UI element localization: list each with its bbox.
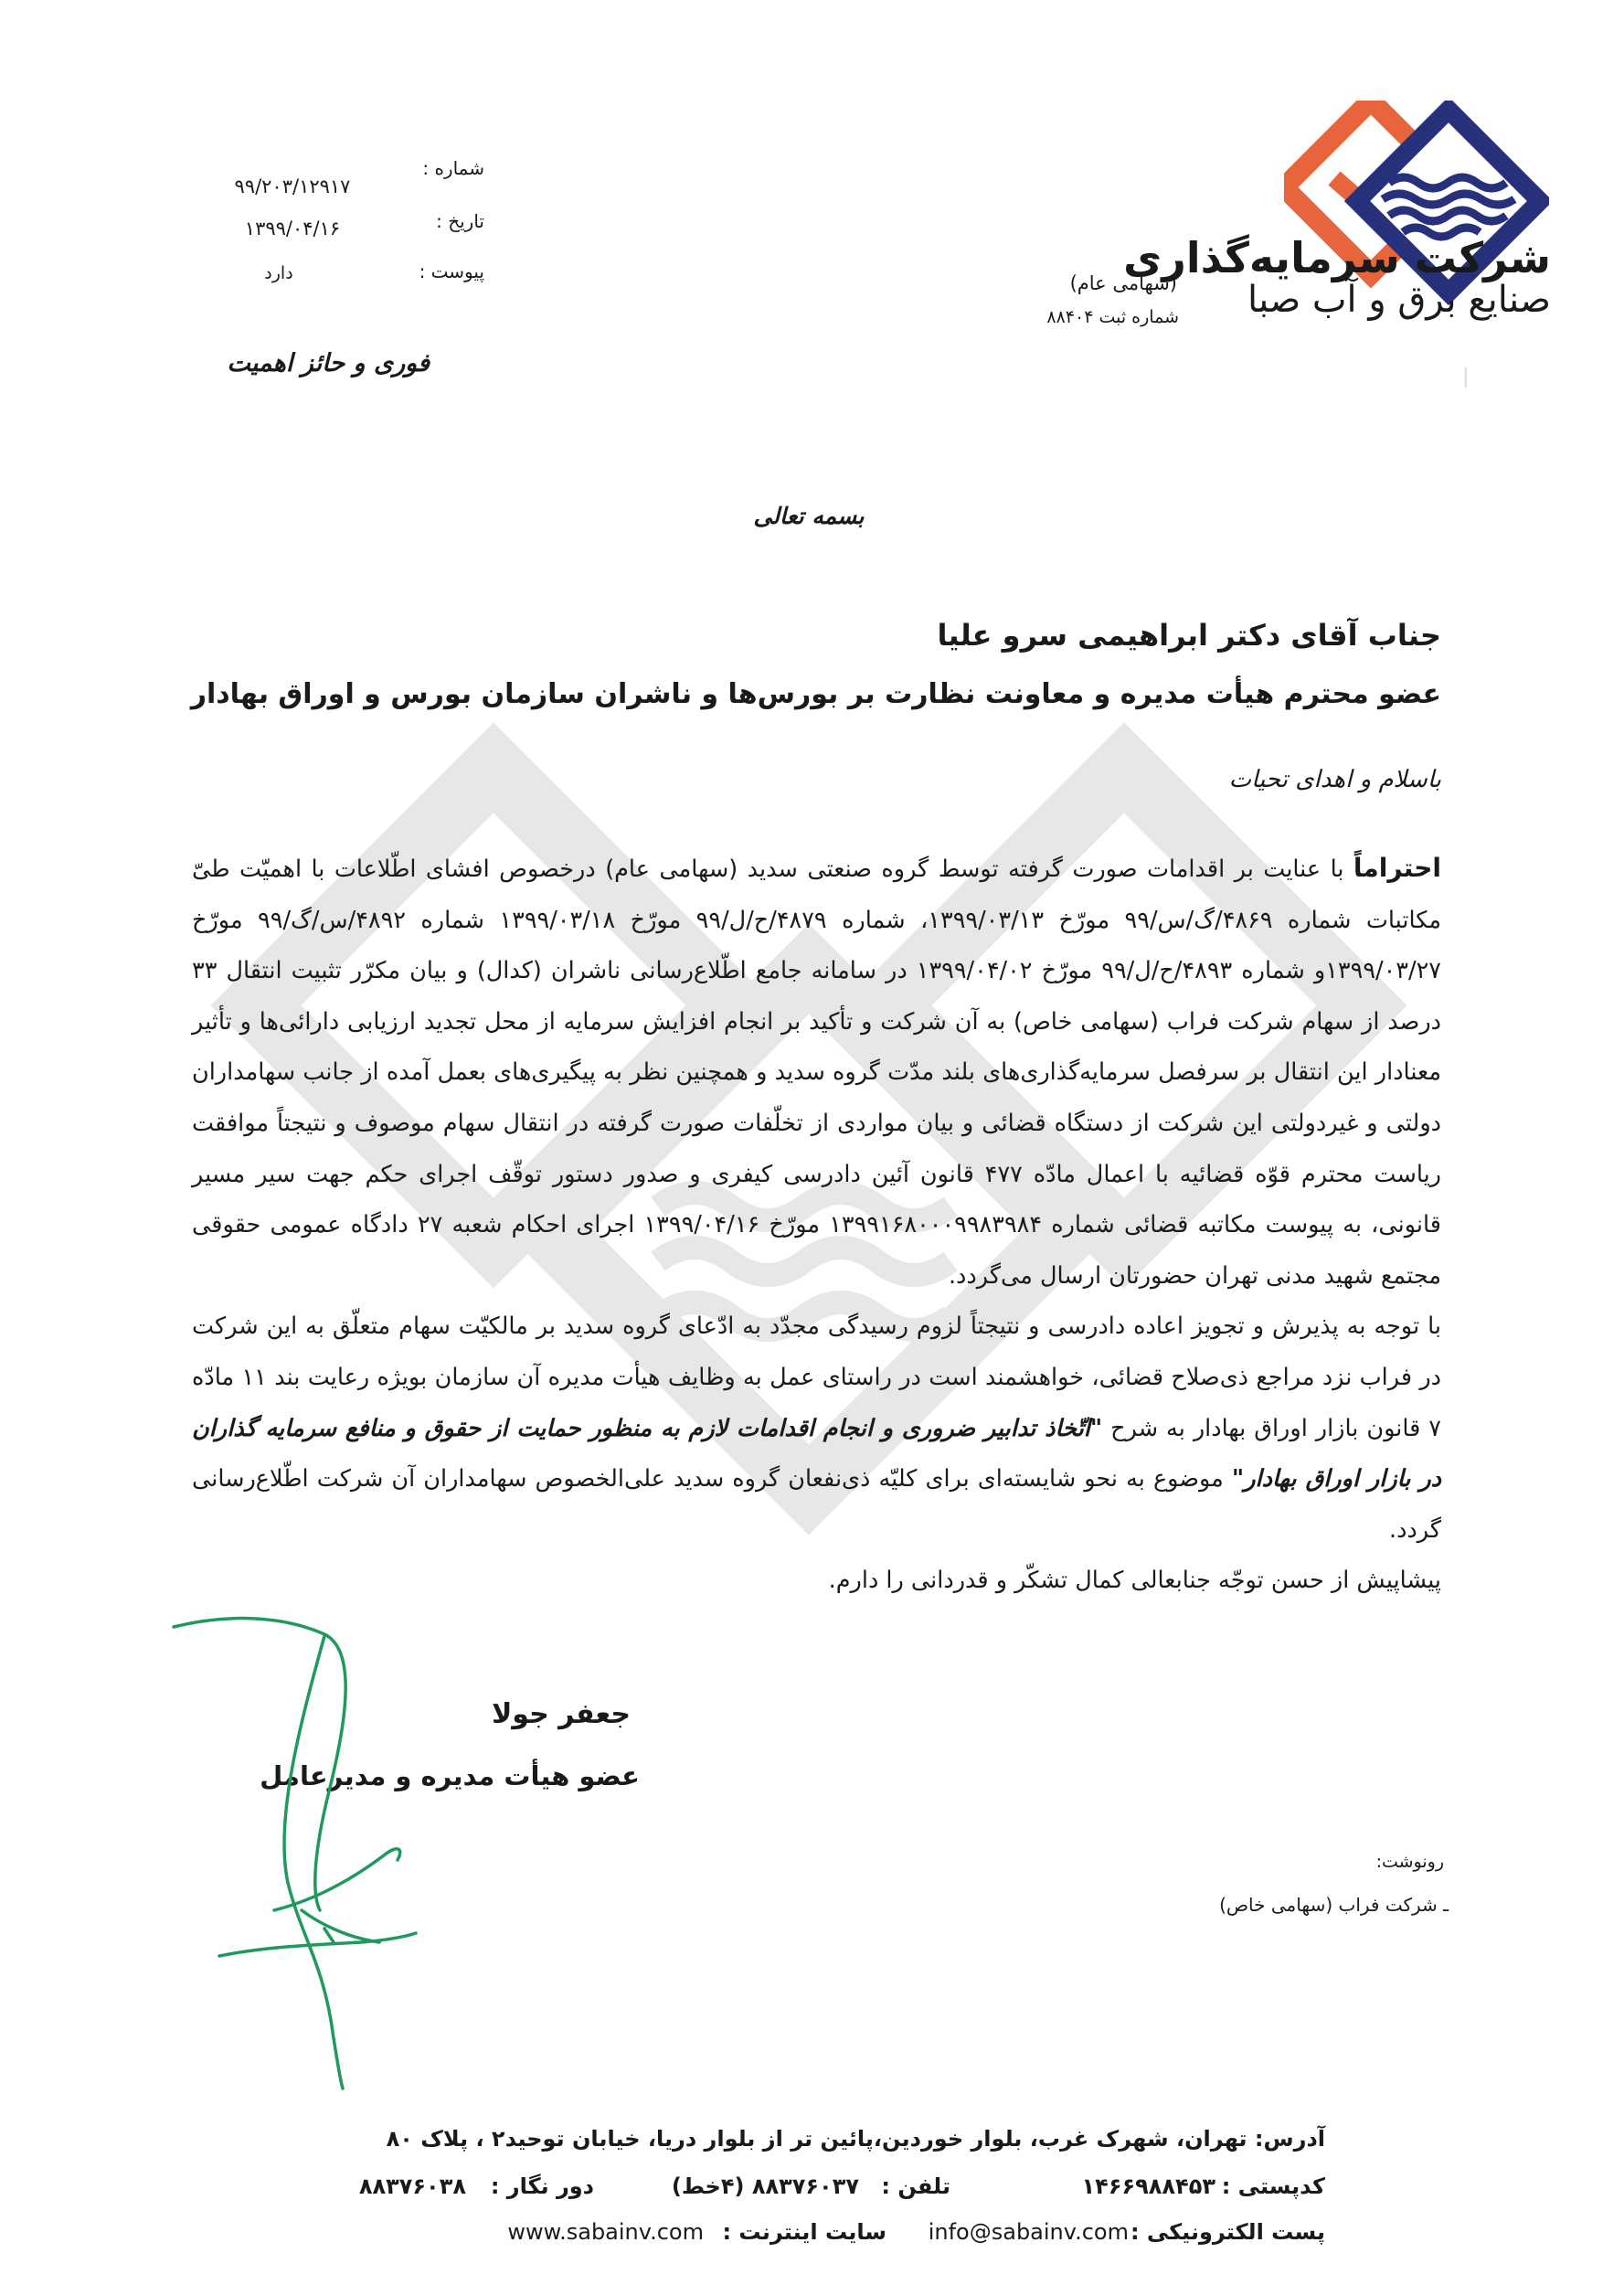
greeting: باسلام و اهدای تحیات bbox=[1228, 766, 1441, 793]
letter-body bbox=[192, 843, 1441, 1607]
registration-number: شماره ثبت ۸۸۴۰۴ bbox=[1046, 307, 1179, 327]
postal-code-label: کدپستی : bbox=[1221, 2173, 1325, 2199]
attachment-label: پیوست : bbox=[419, 260, 484, 282]
footer-address: آدرس: تهران، شهرک غرب، بلوار خوردین،پائین تر از بلوار دریا، خیابان توحید۲ ، پلاک ۸۰ bbox=[386, 2126, 1325, 2152]
body-paragraph-2-emphasis: "اتّخاذ تدابیر ضروری و انجام اقدامات لازم به منظور حمایت از حقوق و منافع سرمایه گذاران در بازار اوراق بهادار" bbox=[192, 1414, 1441, 1493]
email-label: پست الکترونیکی : bbox=[1130, 2219, 1325, 2245]
bismillah: بسمه تعالی bbox=[753, 503, 865, 529]
signer-name: جعفر جولا bbox=[491, 1698, 631, 1730]
phone-value: ۸۸۳۷۶۰۳۷ (۴خط) bbox=[671, 2173, 859, 2199]
letter-date-value: ۱۳۹۹/۰۴/۱۶ bbox=[244, 218, 341, 239]
footer-web-line bbox=[302, 2219, 1325, 2256]
letter-date-label: تاریخ : bbox=[436, 210, 484, 232]
body-paragraph-2-after: موضوع به نحو شایسته‌ای برای کلیّه ذی‌نفعان گروه سدید علی‌الخصوص سهامداران آن شرکت اطّلاع‌رسانی گردد. bbox=[192, 1465, 1441, 1544]
body-lead-word: احتراماً bbox=[1353, 853, 1441, 883]
email-value: info@sabainv.com bbox=[928, 2219, 1129, 2245]
body-paragraph-2 bbox=[192, 1302, 1441, 1556]
company-type: (سهامی عام) bbox=[1069, 272, 1177, 294]
website-label: سایت اینترنت : bbox=[722, 2219, 886, 2245]
fax-value: ۸۸۳۷۶۰۳۸ bbox=[358, 2173, 466, 2199]
body-paragraph-3: پیشاپیش از حسن توجّه جنابعالی کمال تشکّر و قدردانی را دارم. bbox=[828, 1567, 1441, 1595]
cc-label: رونوشت: bbox=[1375, 1852, 1444, 1872]
company-name-line2: صنایع برق و آب صبا bbox=[1247, 279, 1551, 321]
postal-code-value: ۱۴۶۶۹۸۸۴۵۳ bbox=[1081, 2173, 1215, 2199]
body-paragraph-2-before: با توجه به پذیرش و تجویز اعاده دادرسی و نتیجتاً لزوم رسیدگی مجدّد به ادّعای گروه سدید بر مالکیّت سهام متعلّق به این شرکت در فراب نزد مراجع ذی‌صلاح قضائی، خواهشمند است در راستای عمل به وظایف هیأت مدیره آن سازمان بویژه رعایت بند ۱۱ مادّه ۷ قانون بازار اوراق بهادار به شرح bbox=[192, 1313, 1442, 1442]
letter-number-value: ۹۹/۲۰۳/۱۲۹۱۷ bbox=[234, 175, 351, 197]
recipient-name: جناب آقای دکتر ابراهیمی سرو علیا bbox=[937, 618, 1441, 653]
fax-label: دور نگار : bbox=[490, 2173, 594, 2199]
cc-item: ـ شرکت فراب (سهامی خاص) bbox=[1219, 1894, 1449, 1916]
body-paragraph-1-text: با عنایت بر اقدامات صورت گرفته توسط گروه صنعتی سدید (سهامی عام) درخصوص افشای اطّلاعات با اهمیّت طیّ مکاتبات شماره ۴۸۶۹/گ/س/۹۹ مورّخ ۱۳۹۹/۰۳/۱۳، شماره ۴۸۷۹/ح/ل/۹۹ مورّخ ۱۳۹۹/۰۳/۱۸ شماره ۴۸۹۲/س/گ/۹۹ مورّخ ۱۳۹۹/۰۳/۲۷و شماره ۴۸۹۳/ح/ل/۹۹ مورّخ ۱۳۹۹/۰۴/۰۲ در سامانه جامع اطّلاع‌رسانی ناشران (کدال) و بیان مکرّر تثبیت انتقال ۳۳ درصد از سهام شرکت فراب (سهامی خاص) به آن شرکت و تأکید بر انجام افزایش سرمایه از محل تجدید ارزیابی دارائی‌ها و تأثیر معنادار این انتقال بر سرفصل سرمایه‌گذاری‌های بلند مدّت گروه سدید و همچنین نظر به پیگیری‌های بعمل آمده از جانب سهامداران دولتی و غیردولتی این شرکت از دستگاه قضائی و بیان مواردی از تخلّفات صورت گرفته در انتقال سهام موصوف و نتیجتاً موافقت ریاست محترم قوّه قضائیه با اعمال مادّه ۴۷۷ قانون آئین دادرسی کیفری و صدور دستور توقّف اجرای حکم جهت سیر مسیر قانونی، به پیوست مکاتبه قضائی شماره ۱۳۹۹۱۶۸۰۰۰۹۹۸۳۹۸۴ مورّخ ۱۳۹۹/۰۴/۱۶ اجرای احکام شعبه ۲۷ دادگاه عمومی حقوقی مجتمع شهید مدنی تهران حضورتان ارسال می‌گردد. bbox=[192, 856, 1441, 1290]
body-paragraph-1 bbox=[192, 843, 1441, 1302]
website-value: www.sabainv.com bbox=[507, 2219, 704, 2245]
company-name-line1: شرکت سرمایه‌گذاری bbox=[1123, 233, 1551, 282]
stamp-imprint: | bbox=[1462, 366, 1470, 388]
letter-number-label: شماره : bbox=[422, 157, 484, 179]
recipient-title: عضو محترم هیأت مدیره و معاونت نظارت بر بورس‌ها و ناشران سازمان بورس و اوراق بهادار bbox=[190, 678, 1441, 710]
urgency-note: فوری و حائز اهمیت bbox=[227, 349, 430, 377]
footer-contact-line bbox=[302, 2173, 1325, 2210]
handwritten-signature bbox=[165, 1609, 494, 2093]
signer-title: عضو هیأت مدیره و مدیرعامل bbox=[260, 1760, 640, 1791]
phone-label: تلفن : bbox=[881, 2173, 950, 2199]
attachment-value: دارد bbox=[264, 263, 293, 283]
